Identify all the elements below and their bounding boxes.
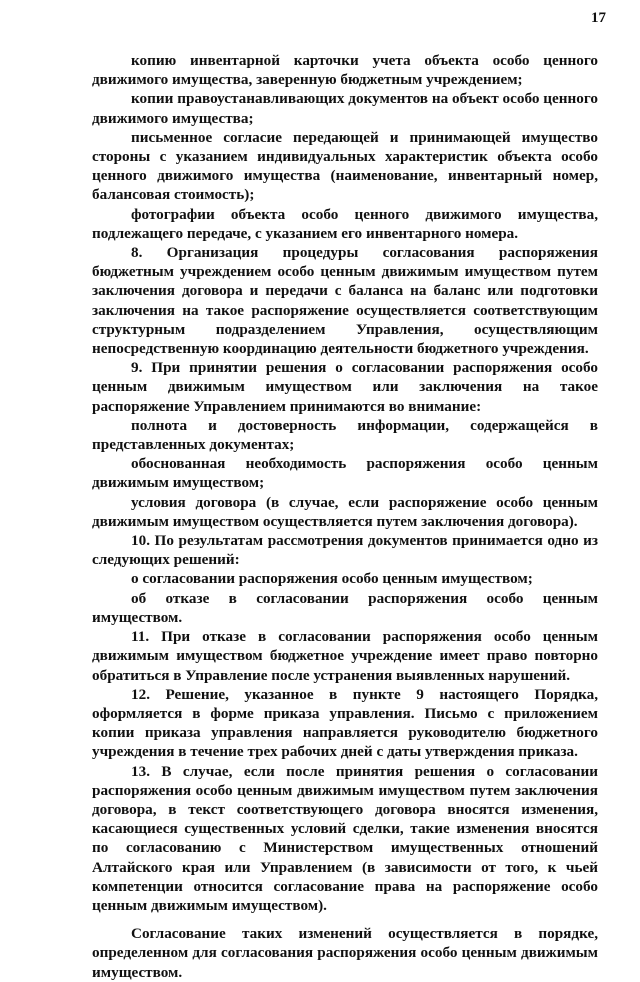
paragraph: Согласование таких изменений осуществляется в порядке, определенном для согласования распоряжения особо ценным движимым имуществом. <box>92 925 598 981</box>
paragraph: 11. При отказе в согласовании распоряжения особо ценным движимым имуществом бюджетное учреждение имеет право повторно обратиться в Управление после устранения выявленных нарушений. <box>92 628 598 684</box>
paragraph: копии правоустанавливающих документов на объект особо ценного движимого имущества; <box>92 90 598 127</box>
paragraph: о согласовании распоряжения особо ценным имуществом; <box>131 570 533 588</box>
paragraph: 12. Решение, указанное в пункте 9 настоящего Порядка, оформляется в форме приказа управления. Письмо с приложением копии приказа управления направляется руководителю бюджетного учреждения в течение трех рабочих дней с даты утверждения приказа. <box>92 685 598 761</box>
paragraph: 9. При принятии решения о согласовании распоряжения особо ценным движимым имуществом или заключения на такое распоряжение Управлением принимаются во внимание: <box>92 359 598 415</box>
paragraph: 8. Организация процедуры согласования распоряжения бюджетным учреждением особо ценным движимым имуществом путем заключения договора и передачи с баланса на баланс или подготовки заключения на такое распоряжение осуществляется соответствующим структурным подразделением Управления, осуществляющим непосредственную координацию деятельности бюджетного учреждения. <box>92 244 598 358</box>
paragraph: 13. В случае, если после принятия решения о согласовании распоряжения особо ценным движимым имуществом путем заключения договора, в текст соответствующего договора вносятся изменения, касающиеся существенных условий сделки, такие изменения вносятся по согласованию с Министерством имущественных отношений Алтайского края или Управлением (в зависимости от того, к чьей компетенции относится согласование права на распоряжение особо ценным движимым имуществом). <box>92 762 598 914</box>
paragraph: письменное согласие передающей и принимающей имущество стороны с указанием индивидуальных характеристик объекта особо ценного движимого имущества (наименование, инвентарный номер, балансовая стоимость); <box>92 128 598 204</box>
paragraph: копию инвентарной карточки учета объекта особо ценного движимого имущества, заверенную бюджетным учреждением; <box>92 52 598 89</box>
page-number: 17 <box>591 10 606 26</box>
paragraph: 10. По результатам рассмотрения документов принимается одно из следующих решений: <box>92 532 598 569</box>
paragraph: об отказе в согласовании распоряжения особо ценным имуществом. <box>92 589 598 626</box>
paragraph: условия договора (в случае, если распоряжение особо ценным движимым имуществом осуществляется путем заключения договора). <box>92 493 598 530</box>
document-body <box>92 51 598 982</box>
paragraph: полнота и достоверность информации, содержащейся в представленных документах; <box>92 416 598 454</box>
paragraph: обоснованная необходимость распоряжения особо ценным движимым имуществом; <box>92 455 598 492</box>
paragraph: фотографии объекта особо ценного движимого имущества, подлежащего передаче, с указанием его инвентарного номера. <box>92 205 598 242</box>
